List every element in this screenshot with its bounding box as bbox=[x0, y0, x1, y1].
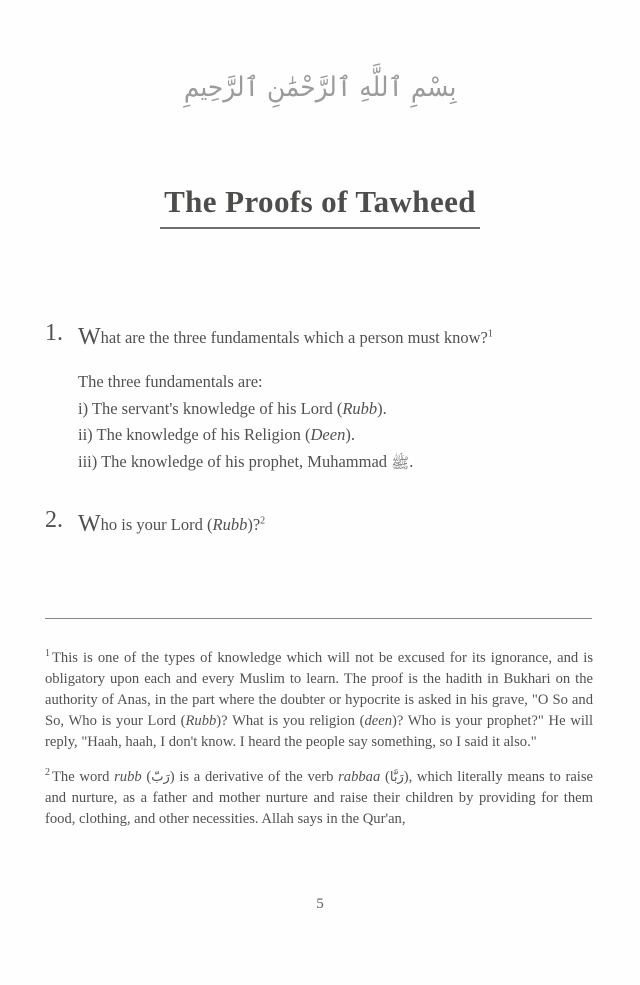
answer-item-i-italic: Rubb bbox=[342, 398, 378, 418]
footnote-1-italic-deen: deen bbox=[364, 712, 393, 729]
question-1-answer bbox=[45, 369, 545, 476]
question-1-number: 1. bbox=[45, 320, 63, 346]
footnote-1-part3: )? Who is your prophet?" He will reply, "Haah, haah, I don't know. I heard the people say something, so I said it also." bbox=[45, 712, 593, 750]
footnote-2 bbox=[45, 767, 593, 830]
footnote-2-part3: ) is a derivative of the verb bbox=[169, 769, 339, 786]
answer-item-ii bbox=[78, 422, 545, 449]
footnote-2-part2: ( bbox=[141, 769, 152, 786]
footnote-separator bbox=[45, 618, 592, 619]
question-2-italic: Rubb bbox=[212, 514, 248, 534]
question-2-footnote-marker: 2 bbox=[260, 515, 266, 527]
footnote-2-part1: The word bbox=[52, 769, 115, 786]
question-2-text bbox=[45, 510, 545, 537]
question-1-text bbox=[45, 324, 545, 350]
basmala-calligraphy-icon: بِسْمِ ٱللَّهِ ٱلرَّحْمَٰنِ ٱلرَّحِيمِ bbox=[183, 72, 457, 103]
answer-item-iii bbox=[78, 449, 545, 476]
answer-item-i-suffix: ). bbox=[377, 398, 387, 418]
basmala-header bbox=[0, 68, 640, 109]
answer-item-iii-prefix: iii) The knowledge of his prophet, Muhammad bbox=[78, 452, 392, 472]
question-2-dropcap: W bbox=[78, 510, 101, 537]
sallallahu-alayhi-wasallam-icon: ﷺ bbox=[391, 454, 410, 473]
answer-item-iii-suffix: . bbox=[409, 452, 414, 472]
answer-intro: The three fundamentals are: bbox=[78, 371, 263, 391]
question-2-body-after: )? bbox=[247, 514, 261, 534]
answer-item-ii-italic: Deen bbox=[310, 425, 346, 445]
footnote-2-part4: ( bbox=[380, 769, 390, 786]
question-1 bbox=[45, 320, 545, 476]
footnote-1-marker: 1 bbox=[45, 647, 50, 659]
answer-item-ii-prefix: ii) The knowledge of his Religion ( bbox=[78, 425, 311, 445]
footnote-2-marker: 2 bbox=[45, 767, 50, 779]
footnote-1-part2: )? What is you religion ( bbox=[216, 712, 365, 729]
answer-item-ii-suffix: ). bbox=[345, 425, 355, 445]
question-2 bbox=[45, 506, 545, 537]
answer-item-i bbox=[78, 396, 545, 423]
question-1-dropcap: W bbox=[78, 324, 101, 350]
question-2-body-before: ho is your Lord ( bbox=[100, 514, 213, 534]
footnote-2-part5: ), which literally means to raise and nurture, as a father and mother nurture and raise their children by providing for them food, clothing, and other necessities. Allah says in the Qur'an, bbox=[45, 769, 594, 828]
footnote-2-arabic-rubb: رَبّ bbox=[151, 770, 170, 786]
footnote-1 bbox=[45, 648, 593, 753]
footnote-1-italic-rubb: Rubb bbox=[185, 712, 217, 729]
question-1-footnote-marker: 1 bbox=[487, 328, 493, 340]
question-1-body: hat are the three fundamentals which a person must know? bbox=[100, 328, 488, 347]
footnote-2-arabic-rabbaa: رَبَّا bbox=[389, 770, 404, 786]
page-title: The Proofs of Tawheed bbox=[160, 184, 480, 229]
footnote-1-part1: This is one of the types of knowledge which will not be excused for its ignorance, and is obligatory upon each and every Muslim to learn. The proof is the hadith in Bukhari on the authority of Anas, in the part where the doubter or hypocrite is asked in his grave, "O So and So, Who is your Lord ( bbox=[45, 649, 593, 729]
question-2-number: 2. bbox=[45, 506, 63, 533]
footnote-2-italic-rabbaa: rabbaa bbox=[338, 769, 381, 786]
answer-item-i-prefix: i) The servant's knowledge of his Lord ( bbox=[78, 398, 343, 418]
footnotes-section bbox=[45, 633, 593, 830]
page-title-container bbox=[0, 163, 640, 250]
page-number: 5 bbox=[316, 896, 324, 912]
footnote-2-italic-rubb: rubb bbox=[114, 769, 142, 786]
body-content bbox=[45, 320, 545, 542]
